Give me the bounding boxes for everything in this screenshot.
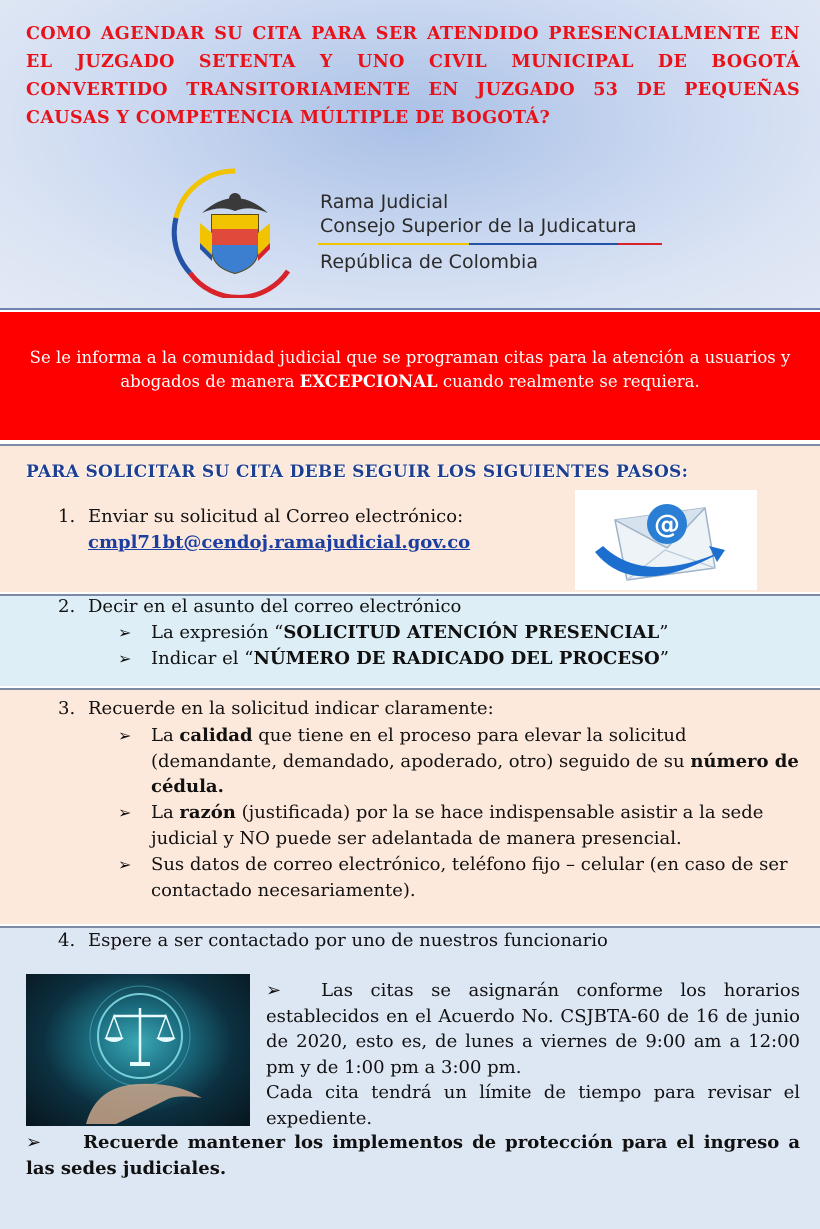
page-title: COMO AGENDAR SU CITA PARA SER ATENDIDO PRESENCIALMENTE EN EL JUZGADO SETENTA Y UNO CIVIL MUNICIPAL DE BOGOTÁ CONVERTIDO TRANSITORIAMENTE EN JUZGADO 53 DE PEQUEÑAS CAUSAS Y COMPETENCIA MÚLTIPLE DE BOGOTÁ? <box>26 24 800 128</box>
step-1-text: Enviar su solicitud al Correo electrónico: <box>88 506 464 527</box>
bullet-arrow: ➢ <box>118 649 132 668</box>
email-envelope-icon <box>575 490 757 590</box>
justice-scales-illustration <box>26 974 250 1126</box>
step-3-section <box>0 688 820 924</box>
list-item: Sus datos de correo electrónico, teléfono fijo – celular (en caso de ser contactado necesariamente). <box>151 854 788 901</box>
appointment-info <box>266 978 800 1131</box>
list-item: La calidad que tiene en el proceso para elevar la solicitud (demandante, demandado, apoderado, otro) seguido de su número de cédula. <box>151 725 799 797</box>
list-item: Indicar el “NÚMERO DE RADICADO DEL PROCESO” <box>151 648 669 669</box>
coat-of-arms-icon <box>160 163 310 298</box>
steps-heading: PARA SOLICITAR SU CITA DEBE SEGUIR LOS SIGUIENTES PASOS: <box>26 462 689 482</box>
step-1-section <box>0 444 820 592</box>
step-4-section <box>0 926 820 1229</box>
step-number: 2. <box>58 596 76 617</box>
rama-judicial-logo <box>160 163 670 298</box>
bullet-arrow: ➢ <box>118 855 132 874</box>
appointment-time-limit-text: Cada cita tendrá un límite de tiempo para revisar el expediente. <box>266 1082 800 1129</box>
step-3-text: Recuerde en la solicitud indicar claramente: <box>88 698 494 719</box>
step-number: 3. <box>58 698 76 719</box>
list-item: La razón (justificada) por la se hace indispensable asistir a la sede judicial y NO puede ser adelantada de manera presencial. <box>151 802 764 849</box>
email-illustration <box>575 490 757 590</box>
step-number: 4. <box>58 930 76 951</box>
logo-line-republica: República de Colombia <box>320 251 538 273</box>
notice-emphasis: EXCEPCIONAL <box>299 372 438 391</box>
bullet-arrow: ➢ <box>118 726 132 745</box>
appointment-schedule-text: ➢ Las citas se asignarán conforme los horarios establecidos en el Acuerdo No. CSJBTA-60 de 16 de junio de 2020, esto es, de lunes a viernes de 9:00 am a 12:00 pm y de 1:00 pm a 3:00 pm. <box>266 980 800 1078</box>
logo-line-rama-judicial: Rama Judicial <box>320 191 449 213</box>
logo-line-consejo: Consejo Superior de la Judicatura <box>320 215 637 237</box>
bullet-arrow: ➢ <box>118 623 132 642</box>
notice-banner <box>0 312 820 440</box>
step-number: 1. <box>58 506 76 527</box>
scales-of-justice-icon <box>26 974 250 1126</box>
header-section <box>0 0 820 310</box>
svg-text:@: @ <box>654 510 680 540</box>
logo-divider <box>318 243 620 245</box>
step-2-text: Decir en el asunto del correo electrónico <box>88 596 462 617</box>
bullet-arrow: ➢ <box>118 803 132 822</box>
list-item: La expresión “SOLICITUD ATENCIÓN PRESENCIAL” <box>151 622 669 643</box>
email-link[interactable]: cmpl71bt@cendoj.ramajudicial.gov.co <box>88 532 471 553</box>
step-2-section <box>0 594 820 686</box>
protection-reminder: ➢ Recuerde mantener los implementos de protección para el ingreso a las sedes judiciales. <box>26 1132 800 1179</box>
logo-divider-red <box>618 243 662 245</box>
notice-text: Se le informa a la comunidad judicial que se programan citas para la atención a usuarios y abogados de manera EXCEPCIONAL cuando realmente se requiera. <box>29 348 791 391</box>
step-4-text: Espere a ser contactado por uno de nuestros funcionario <box>88 930 608 951</box>
